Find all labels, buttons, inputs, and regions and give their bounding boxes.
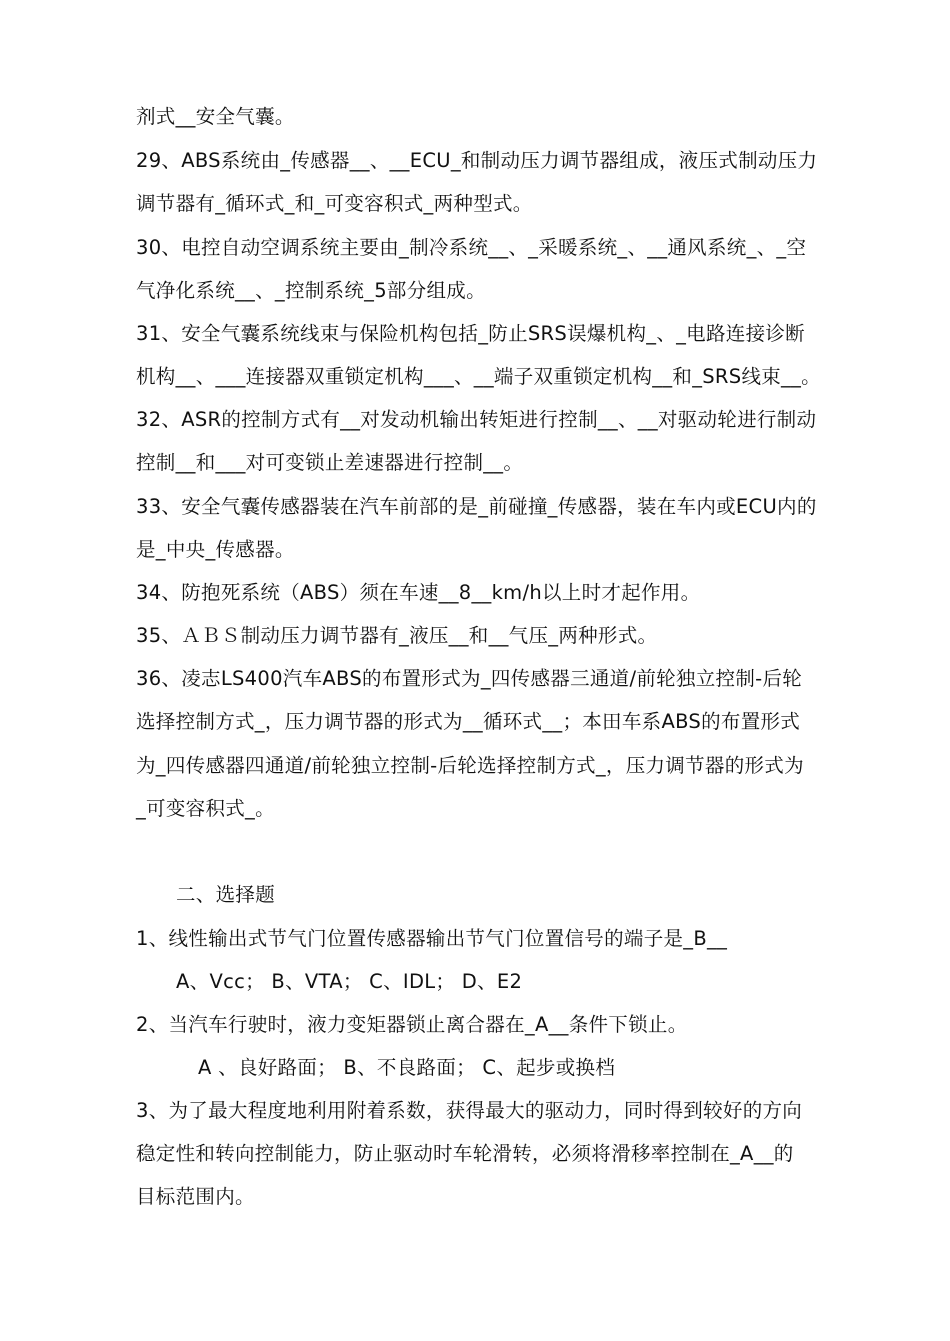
section-heading: 二、选择题 [176,883,276,906]
answer-options: A、Vcc； B、VTA； C、IDL； D、E2 [176,970,523,993]
text-line: 34、防抱死系统（ABS）须在车速__8__km/h以上时才起作用。 [136,581,701,604]
question-line: 稳定性和转向控制能力，防止驱动时车轮滑转，必须将滑移率控制在_A__的 [136,1142,794,1165]
text-line: 机构__、___连接器双重锁定机构___、__端子双重锁定机构__和_SRS线束__。 [136,365,821,388]
question-line: 2、当汽车行驶时，液力变矩器锁止离合器在_A__条件下锁止。 [136,1013,688,1036]
text-line: 33、安全气囊传感器装在汽车前部的是_前碰撞_传感器，装在车内或ECU内的 [136,495,817,518]
text-line: 29、ABS系统由_传感器__、__ECU_和制动压力调节器组成，液压式制动压力 [136,149,818,172]
text-line: 调节器有_循环式_和_可变容积式_两种型式。 [136,192,533,215]
text-line: 31、安全气囊系统线束与保险机构包括_防止SRS误爆机构_、_电路连接诊断 [136,322,805,345]
text-line: 32、ASR的控制方式有__对发动机输出转矩进行控制__、__对驱动轮进行制动 [136,408,817,431]
text-line: 选择控制方式_，压力调节器的形式为__循环式__；本田车系ABS的布置形式 [136,710,801,733]
text-line: 35、ＡＢＳ制动压力调节器有_液压__和__气压_两种形式。 [136,624,658,647]
text-line: 是_中央_传感器。 [136,538,295,561]
question-line: 1、线性输出式节气门位置传感器输出节气门位置信号的端子是_B__ [136,927,728,950]
text-line: 气净化系统__、_控制系统_5部分组成。 [136,279,486,302]
text-line: 剂式__安全气囊。 [136,105,295,128]
text-line: 控制__和___对可变锁止差速器进行控制__。 [136,451,524,474]
text-line: 36、凌志LS400汽车ABS的布置形式为_四传感器三通道/前轮独立控制-后轮 [136,667,803,690]
text-line: 为_四传感器四通道/前轮独立控制-后轮选择控制方式_，压力调节器的形式为 [136,754,804,777]
text-line: _可变容积式_。 [136,797,275,820]
text-line: 30、电控自动空调系统主要由_制冷系统__、_采暖系统_、__通风系统_、_空 [136,236,807,259]
answer-options: A 、良好路面； B、不良路面； C、起步或换档 [198,1056,616,1079]
question-line: 目标范围内。 [136,1185,255,1208]
question-line: 3、为了最大程度地利用附着系数，获得最大的驱动力，同时得到较好的方向 [136,1099,803,1122]
